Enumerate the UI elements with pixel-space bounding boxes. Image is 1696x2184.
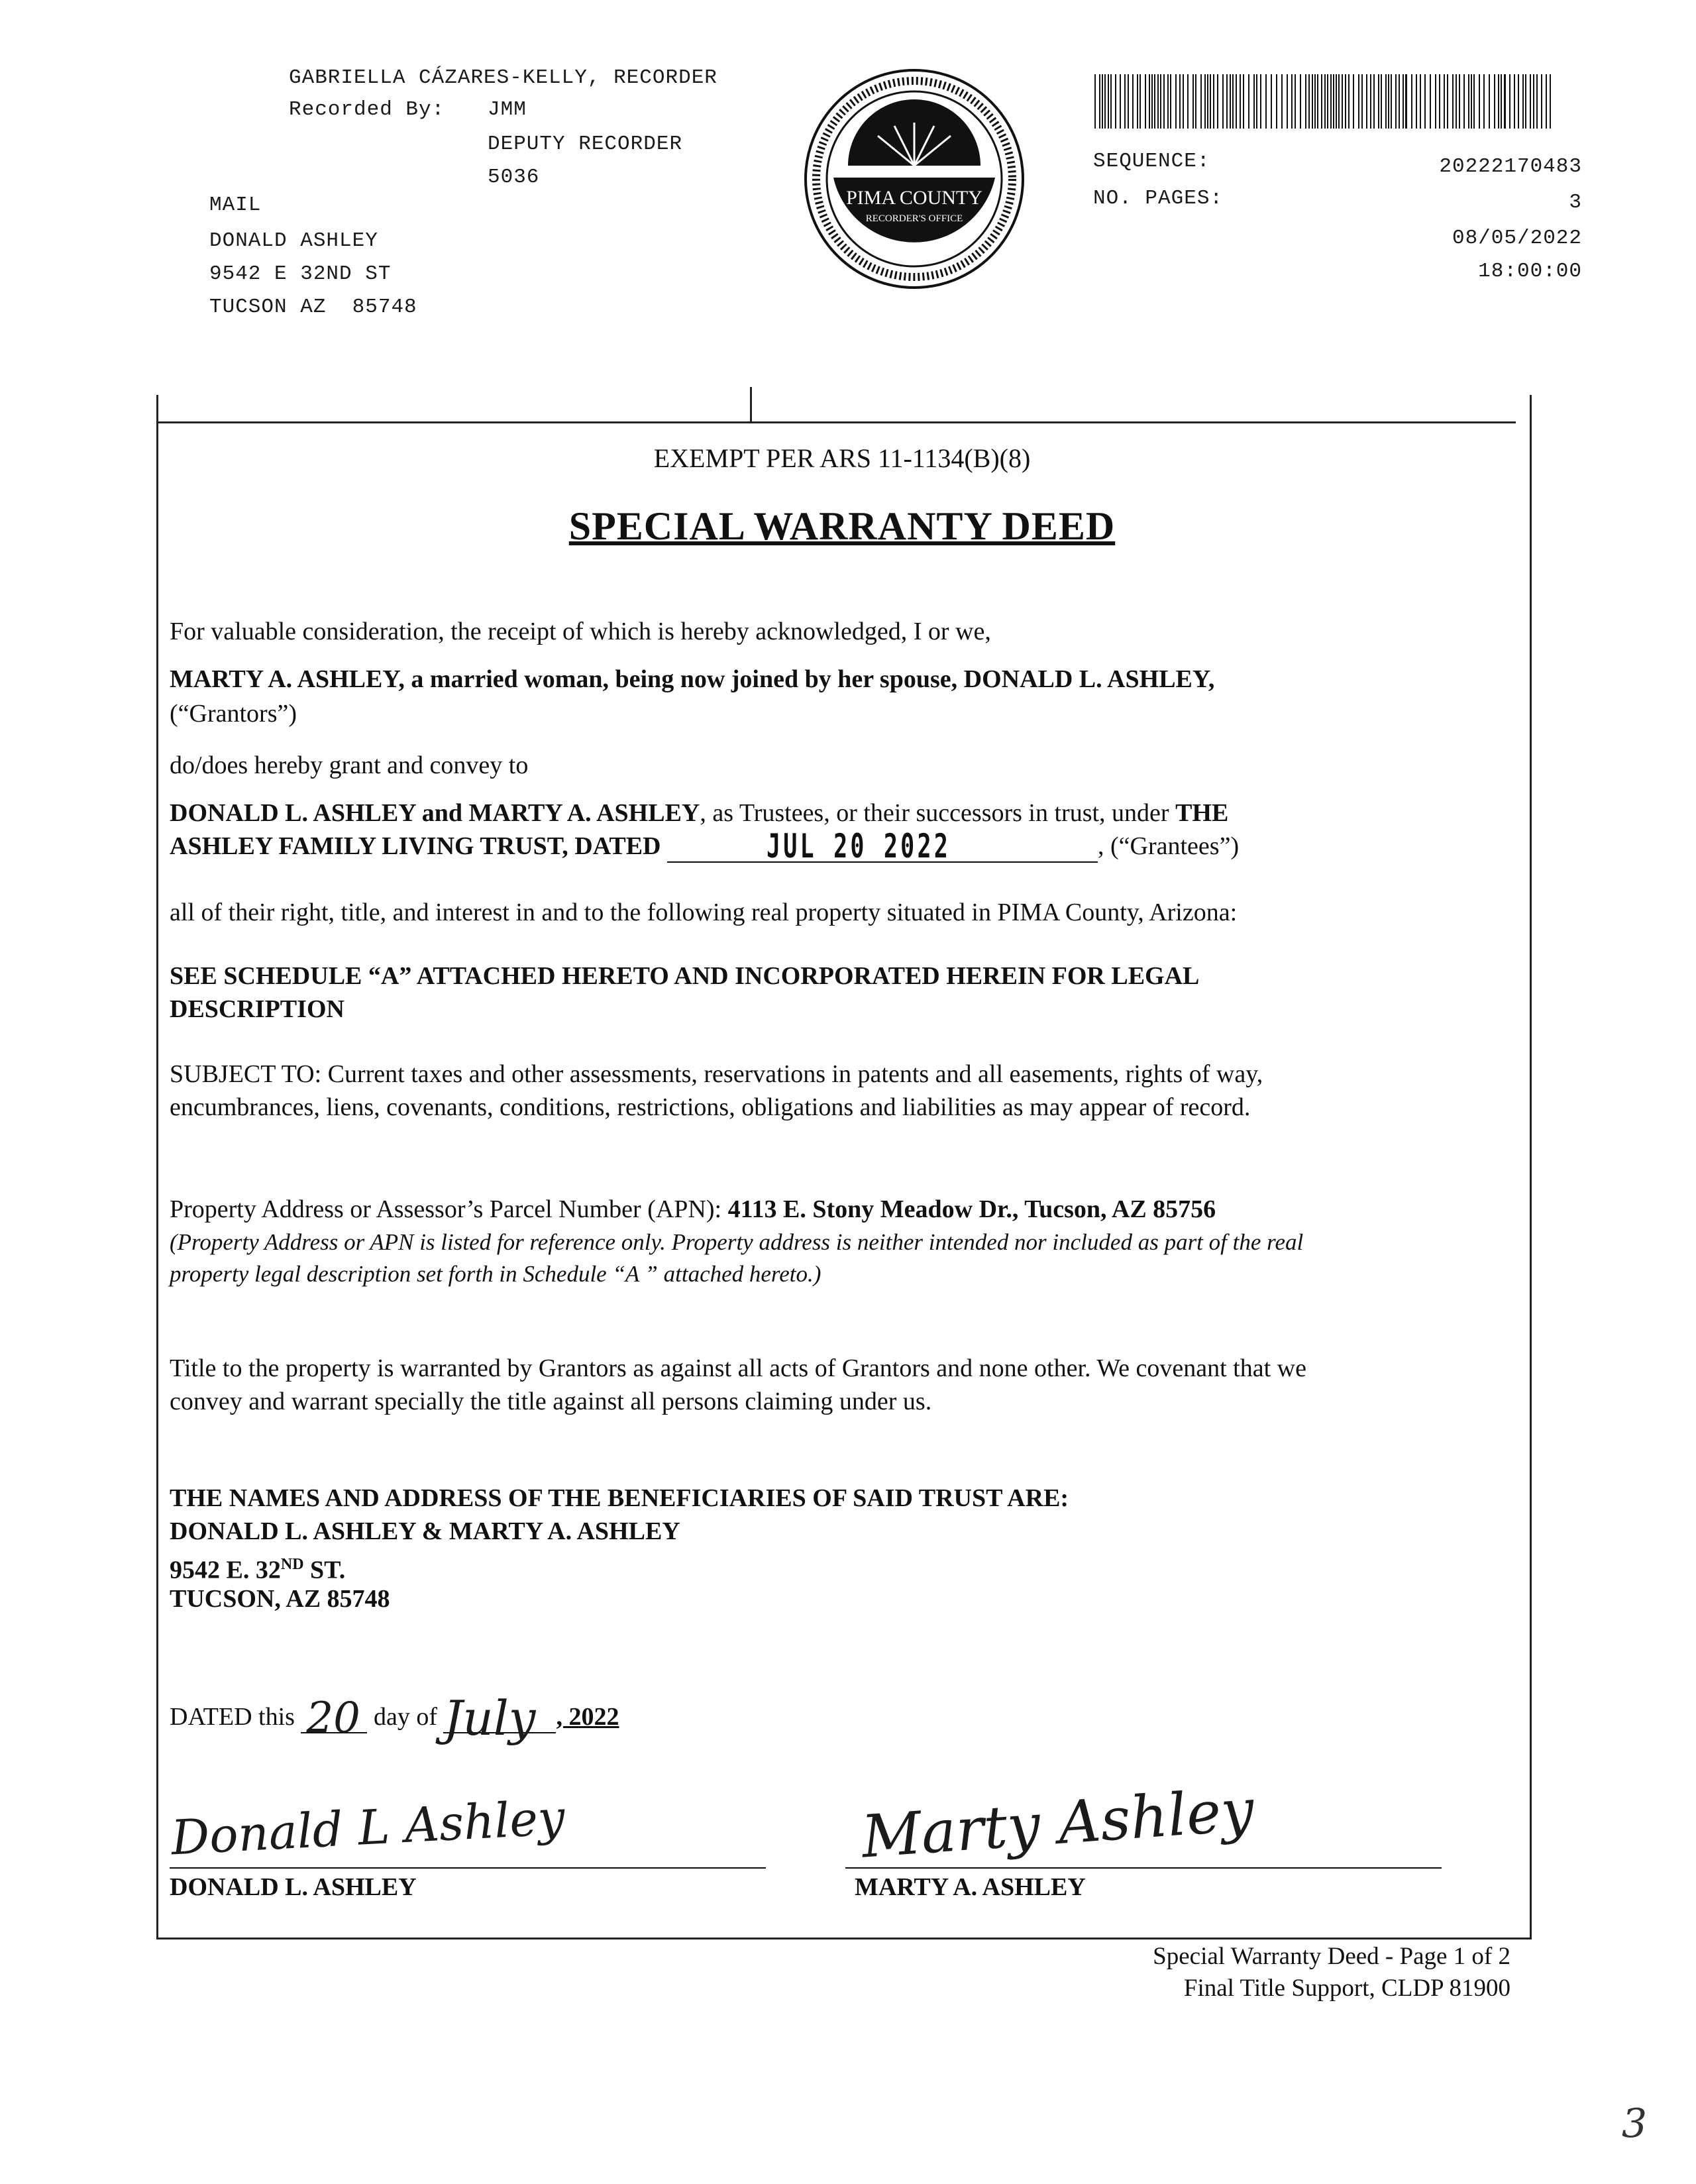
dated-year: , 2022 (556, 1703, 619, 1731)
subject-to-line-1: SUBJECT TO: Current taxes and other assessments, reservations in patents and all easements, rights of way, (170, 1060, 1263, 1088)
signature-marty: Marty Ashley (859, 1775, 1256, 1871)
dated-month: July (443, 1690, 536, 1746)
recorder-name: GABRIELLA CÁZARES-KELLY, RECORDER (289, 66, 717, 89)
beneficiaries-city: TUCSON, AZ 85748 (170, 1585, 390, 1613)
mail-street: 9542 E 32ND ST (209, 262, 392, 286)
apn-label: Property Address or Assessor’s Parcel Number (APN): (170, 1195, 728, 1223)
property-address-line (170, 1193, 1514, 1226)
dated-day-blank (301, 1694, 367, 1743)
recorded-by-label: Recorded By: (289, 98, 445, 121)
mail-label: MAIL (209, 193, 262, 217)
recorded-by-value: JMM (488, 98, 527, 121)
grantors-label: (“Grantors”) (170, 700, 297, 728)
mail-city: TUCSON AZ 85748 (209, 296, 417, 319)
signature-line-donald (170, 1867, 766, 1869)
pima-county-seal (802, 66, 1027, 292)
deputy-number: 5036 (488, 166, 540, 189)
signature-line-marty (845, 1867, 1442, 1869)
pages-label: NO. PAGES: (1093, 187, 1224, 210)
warranty-line-1: Title to the property is warranted by Grantors as against all acts of Grantors and none other. We covenant that we (170, 1354, 1306, 1382)
warranty-line-2: convey and warrant specially the title against all persons claiming under us. (170, 1388, 932, 1415)
record-time: 18:00:00 (1478, 260, 1582, 283)
grantees-label: , (“Grantees”) (1098, 832, 1240, 860)
exempt-notice: EXEMPT PER ARS 11-1134(B)(8) (653, 443, 1031, 473)
grant-convey-text: do/does hereby grant and convey to (170, 751, 529, 779)
signer-donald-name: DONALD L. ASHLEY (170, 1873, 417, 1901)
deed-frame-top-rule (156, 421, 1516, 423)
deputy-recorder: DEPUTY RECORDER (488, 133, 683, 156)
signature-donald: Donald L Ashley (170, 1789, 566, 1866)
record-date: 08/05/2022 (1452, 227, 1582, 250)
trust-date-blank (667, 827, 1098, 865)
beneficiaries-street-suffix: ND (280, 1556, 304, 1573)
subject-to-line-2: encumbrances, liens, covenants, conditions, restrictions, obligations and liabilities as may appear of record. (170, 1093, 1251, 1121)
apn-note-line-2: property legal description set forth in Schedule “A ” attached hereto.) (170, 1261, 822, 1287)
signer-marty-name: MARTY A. ASHLEY (855, 1873, 1086, 1901)
schedule-reference-line-1: SEE SCHEDULE “A” ATTACHED HERETO AND INCORPORATED HEREIN FOR LEGAL (170, 962, 1200, 990)
pages-value: 3 (1569, 191, 1582, 214)
dated-prefix: DATED this (170, 1703, 301, 1731)
dated-month-blank (443, 1690, 556, 1746)
beneficiaries-street-number: 9542 E. 32 (170, 1556, 281, 1584)
beneficiaries-street (170, 1548, 1514, 1587)
trust-name: ASHLEY FAMILY LIVING TRUST, DATED (170, 832, 661, 860)
dated-day-of: day of (367, 1703, 444, 1731)
beneficiaries-names: DONALD L. ASHLEY & MARTY A. ASHLEY (170, 1517, 680, 1545)
dated-line (170, 1690, 1514, 1746)
grantees-line-1 (170, 796, 1514, 830)
dated-day: 20 (306, 1694, 360, 1743)
deed-frame-tick (750, 387, 752, 421)
beneficiaries-heading: THE NAMES AND ADDRESS OF THE BENEFICIARIES OF SAID TRUST ARE: (170, 1484, 1069, 1512)
footer-company: Final Title Support, CLDP 81900 (1183, 1975, 1510, 2002)
seal-name: PIMA COUNTY (846, 187, 982, 209)
grantees-trustees-clause: , as Trustees, or their successors in trust, under (700, 799, 1176, 827)
seal-subtitle: RECORDER'S OFFICE (865, 213, 963, 224)
apn-note-line-1: (Property Address or APN is listed for reference only. Property address is neither intended nor included as part of the real (170, 1229, 1304, 1255)
grantees-line-2 (170, 827, 1514, 865)
sequence-label: SEQUENCE: (1093, 150, 1210, 173)
property-clause: all of their right, title, and interest in and to the following real property situated in PIMA County, Arizona: (170, 899, 1238, 926)
beneficiaries-street-type: ST. (303, 1556, 346, 1584)
trust-name-start: THE (1175, 799, 1229, 827)
property-address: 4113 E. Stony Meadow Dr., Tucson, AZ 85756 (727, 1195, 1216, 1223)
footer-page-label: Special Warranty Deed - Page 1 of 2 (1153, 1943, 1510, 1970)
mail-name: DONALD ASHLEY (209, 229, 378, 252)
sequence-value: 20222170483 (1439, 155, 1582, 178)
grantors-names: MARTY A. ASHLEY, a married woman, being now joined by her spouse, DONALD L. ASHLEY, (170, 665, 1215, 693)
barcode (1093, 74, 1557, 129)
grantees-names: DONALD L. ASHLEY and MARTY A. ASHLEY (170, 799, 700, 827)
corner-mark: 3 (1621, 2101, 1647, 2147)
consideration-text: For valuable consideration, the receipt of which is hereby acknowledged, I or we, (170, 618, 991, 645)
document-title: SPECIAL WARRANTY DEED (568, 504, 1116, 548)
schedule-reference-line-2: DESCRIPTION (170, 995, 344, 1023)
trust-date-stamp: JUL 20 2022 (767, 827, 951, 865)
